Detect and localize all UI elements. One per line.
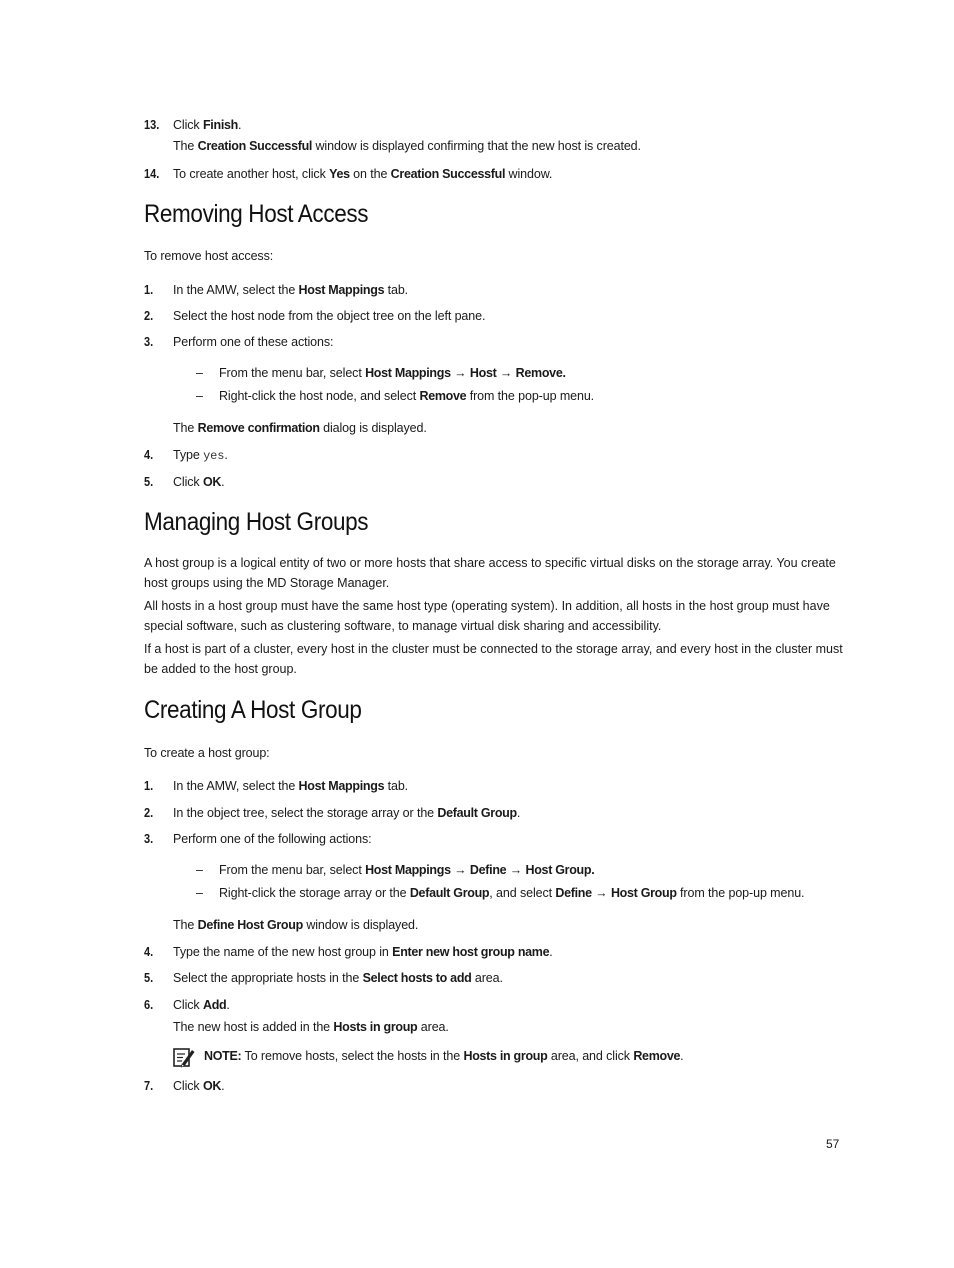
text: The <box>173 421 198 435</box>
text: . <box>221 475 225 489</box>
action-item <box>219 388 594 404</box>
text: Select the appropriate hosts in the <box>173 971 363 985</box>
text: dialog is displayed. <box>319 421 427 435</box>
ui-term: Define Host Group <box>197 918 303 932</box>
step-number: 4. <box>144 945 154 959</box>
arrow: → <box>450 863 470 877</box>
text: from the pop-up menu. <box>466 389 595 403</box>
text: The <box>173 918 198 932</box>
text: tab. <box>384 283 409 297</box>
arrow: → <box>496 366 516 380</box>
step-text: Perform one of the following actions: <box>173 832 372 846</box>
text: From the menu bar, select <box>219 366 366 380</box>
ui-term: OK <box>202 1079 222 1093</box>
ui-term: Host Group. <box>525 863 595 877</box>
text: Right-click the host node, and select <box>219 389 420 403</box>
text: . <box>221 1079 225 1093</box>
text: Click <box>173 118 203 132</box>
text: Type the name of the new host group in <box>173 945 393 959</box>
step-result <box>173 1019 449 1035</box>
list-dash: – <box>196 886 203 900</box>
text: Click <box>173 1079 203 1093</box>
step-result <box>173 917 418 933</box>
step-number: 5. <box>144 971 154 985</box>
note-pencil-icon <box>173 1046 195 1068</box>
step-number: 6. <box>144 998 154 1012</box>
step-text: Select the host node from the object tree on the left pane. <box>173 309 486 323</box>
list-dash: – <box>196 366 203 380</box>
step-number: 2. <box>144 309 154 323</box>
ui-term: Enter new host group name <box>392 945 550 959</box>
section-intro: To remove host access: <box>144 249 274 263</box>
ui-term: Host Group <box>610 886 677 900</box>
text: . <box>237 118 242 132</box>
page-number: 57 <box>826 1137 840 1151</box>
text: . <box>226 998 230 1012</box>
ui-term: Finish <box>202 118 238 132</box>
ui-term: Define <box>469 863 507 877</box>
step-number: 7. <box>144 1079 154 1093</box>
ui-term: Host <box>469 366 497 380</box>
paragraph: All hosts in a host group must have the same host type (operating system). In addition, all hosts in the host group must have special software, such as clustering software, to manage virtual disk sharing and accessibility. <box>144 599 830 633</box>
text: Click <box>173 475 203 489</box>
text: on the <box>349 167 391 181</box>
ui-term: Remove confirmation <box>197 421 320 435</box>
text: area. <box>471 971 503 985</box>
ui-term: Yes <box>329 167 350 181</box>
step-number: 1. <box>144 779 154 793</box>
step-text <box>173 805 520 821</box>
step-number: 5. <box>144 475 154 489</box>
text: In the AMW, select the <box>173 283 299 297</box>
ui-term: Remove. <box>515 366 566 380</box>
ui-term: Default Group <box>409 886 490 900</box>
step-number: 3. <box>144 335 154 349</box>
text: The <box>173 139 198 153</box>
text: tab. <box>384 779 409 793</box>
step-text <box>173 282 408 298</box>
section-intro: To create a host group: <box>144 746 270 760</box>
text: To create another host, click <box>173 167 330 181</box>
step-text <box>173 1078 225 1094</box>
paragraph: A host group is a logical entity of two or more hosts that share access to specific virtual disks on the storage array. You create host groups using the MD Storage Manager. <box>144 556 836 590</box>
text: . <box>680 1049 684 1063</box>
ui-term: Host Mappings <box>298 283 385 297</box>
note-label: NOTE: <box>204 1049 242 1063</box>
step-text: Perform one of these actions: <box>173 335 334 349</box>
step-number: 13. <box>144 118 160 132</box>
text: Right-click the storage array or the <box>219 886 410 900</box>
step-13-result <box>173 138 641 154</box>
text: window. <box>505 167 553 181</box>
ui-term: Hosts in group <box>333 1020 418 1034</box>
text: area, and click <box>547 1049 634 1063</box>
note-text <box>204 1048 684 1064</box>
text: Click <box>173 998 203 1012</box>
text: . <box>516 806 521 820</box>
text: . <box>224 448 228 462</box>
section-heading-creating-host-group: Creating A Host Group <box>144 696 362 724</box>
step-number: 14. <box>144 167 160 181</box>
ui-term: Default Group <box>437 806 517 820</box>
ui-term: Host Mappings <box>298 779 385 793</box>
text: To remove hosts, select the hosts in the <box>241 1049 464 1063</box>
ui-term: Remove <box>419 389 467 403</box>
arrow: → <box>450 366 470 380</box>
list-dash: – <box>196 389 203 403</box>
step-text <box>173 778 408 794</box>
ui-term: Host Mappings <box>365 366 451 380</box>
action-item <box>219 885 804 901</box>
code-text: yes <box>203 449 225 463</box>
text: , and select <box>489 886 556 900</box>
step-number: 4. <box>144 448 154 462</box>
step-text <box>173 997 230 1013</box>
text: The new host is added in the <box>173 1020 334 1034</box>
ui-term: Creation Successful <box>197 139 313 153</box>
text: from the pop-up menu. <box>676 886 805 900</box>
text: area. <box>417 1020 449 1034</box>
ui-term: Hosts in group <box>463 1049 548 1063</box>
text: From the menu bar, select <box>219 863 366 877</box>
arrow: → <box>506 863 526 877</box>
text: In the object tree, select the storage array or the <box>173 806 438 820</box>
text: Type <box>173 448 204 462</box>
ui-term: Host Mappings <box>365 863 451 877</box>
text: window is displayed confirming that the new host is created. <box>312 139 641 153</box>
step-text <box>173 474 225 490</box>
arrow: → <box>591 886 611 900</box>
step-number: 1. <box>144 283 154 297</box>
ui-term: Add <box>202 998 227 1012</box>
ui-term: Remove <box>633 1049 681 1063</box>
step-text <box>173 944 553 960</box>
section-heading-removing-host-access: Removing Host Access <box>144 200 369 228</box>
action-item <box>219 862 594 878</box>
step-number: 2. <box>144 806 154 820</box>
paragraph: If a host is part of a cluster, every host in the cluster must be connected to the storage array, and every host in the cluster must be added to the host group. <box>144 642 843 676</box>
ui-term: Creation Successful <box>390 167 506 181</box>
step-text <box>173 970 503 986</box>
text: . <box>549 945 553 959</box>
text: window is displayed. <box>302 918 419 932</box>
step-14-text <box>173 166 552 182</box>
step-13-text <box>173 117 241 133</box>
action-item <box>219 365 566 381</box>
ui-term: OK <box>202 475 222 489</box>
list-dash: – <box>196 863 203 877</box>
ui-term: Select hosts to add <box>362 971 472 985</box>
step-text <box>173 447 228 464</box>
step-number: 3. <box>144 832 154 846</box>
ui-term: Define <box>555 886 592 900</box>
text: In the AMW, select the <box>173 779 299 793</box>
section-heading-managing-host-groups: Managing Host Groups <box>144 508 369 536</box>
step-result <box>173 420 427 436</box>
